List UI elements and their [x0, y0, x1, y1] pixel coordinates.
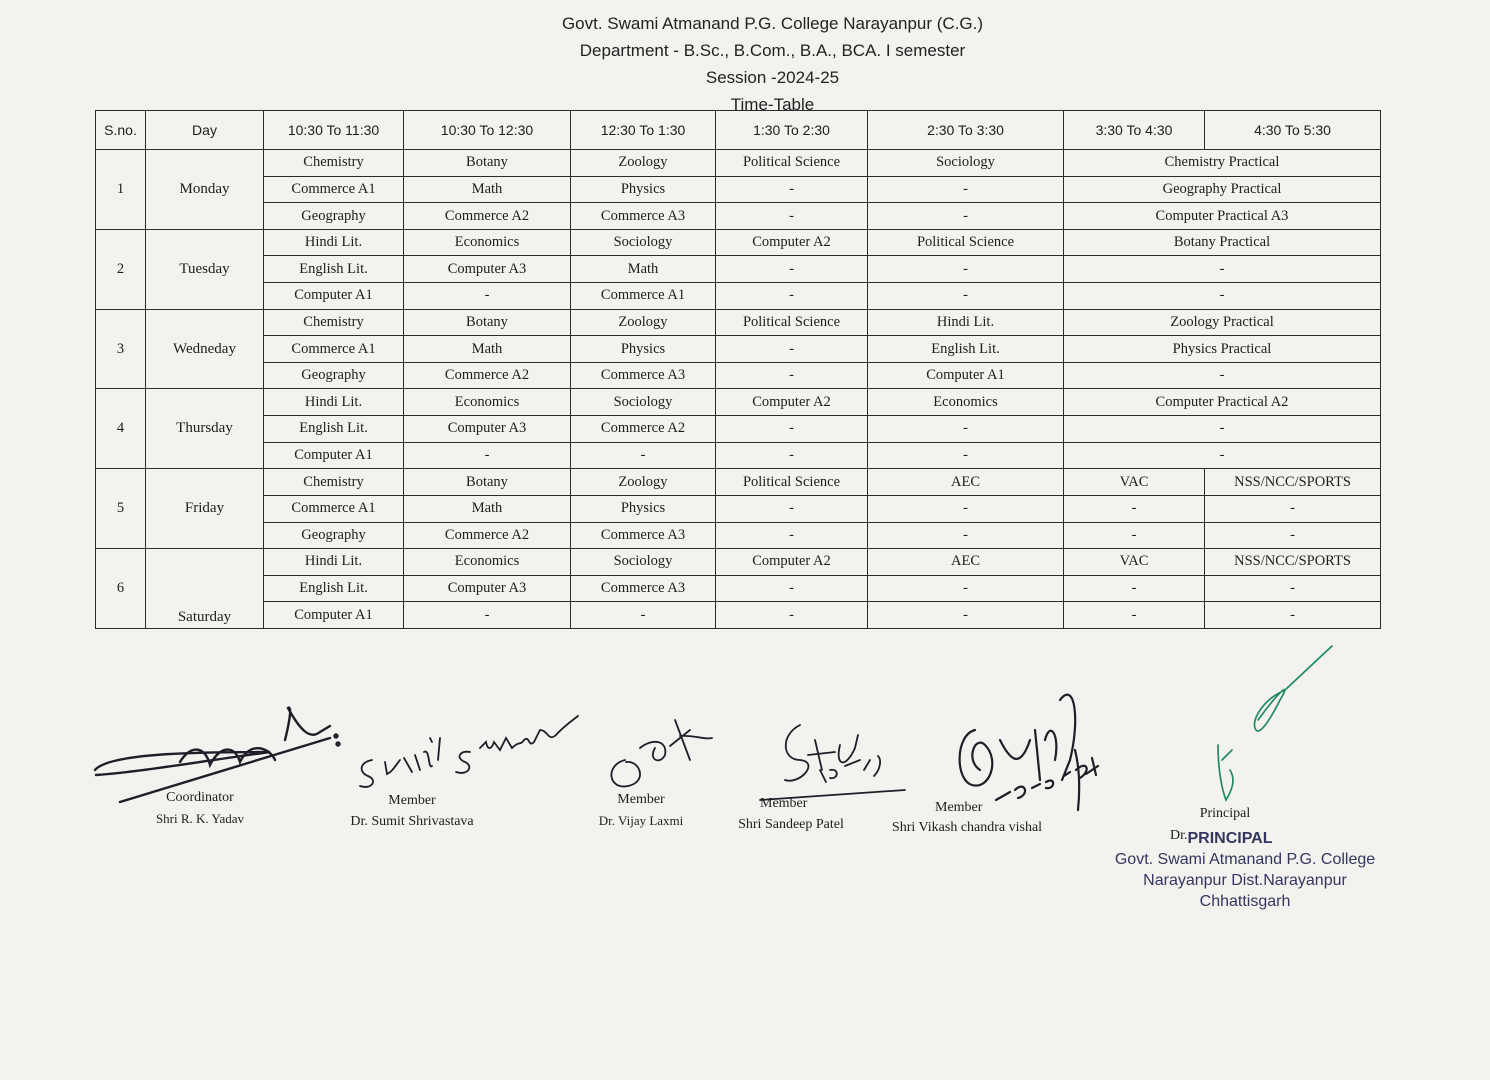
- table-row: [96, 602, 1381, 629]
- member-name: Shri Sandeep Patel: [738, 817, 844, 832]
- coordinator-block: [150, 790, 250, 827]
- table-cell: -: [868, 575, 1064, 602]
- member-signature-1: [360, 716, 578, 787]
- coordinator-signature: [95, 708, 340, 802]
- stamp-title: PRINCIPAL: [1187, 830, 1273, 847]
- table-cell: -: [716, 522, 868, 549]
- table-cell: -: [1064, 575, 1205, 602]
- table-cell: Hindi Lit.: [264, 229, 404, 256]
- table-cell: Commerce A2: [404, 522, 571, 549]
- table-cell: -: [716, 495, 868, 522]
- member-signature-2: [611, 720, 712, 786]
- table-cell: Commerce A2: [571, 416, 716, 443]
- stamp-college: Govt. Swami Atmanand P.G. College: [1114, 851, 1376, 868]
- practical-cell: Botany Practical: [1064, 229, 1381, 256]
- practical-cell: -: [1064, 362, 1381, 389]
- table-cell: -: [1064, 495, 1205, 522]
- table-cell: -: [716, 442, 868, 469]
- sno-cell: 1: [96, 150, 146, 230]
- table-cell: -: [1205, 522, 1381, 549]
- table-cell: Commerce A2: [404, 362, 571, 389]
- table-cell: Computer A3: [404, 416, 571, 443]
- practical-cell: Computer Practical A3: [1064, 203, 1381, 230]
- table-row: [96, 522, 1381, 549]
- practical-cell: Geography Practical: [1064, 176, 1381, 203]
- table-cell: VAC: [1064, 469, 1205, 496]
- practical-cell: -: [1064, 283, 1381, 310]
- day-cell: Wedneday: [146, 309, 264, 389]
- table-row: [96, 495, 1381, 522]
- header-cell: 4:30 To 5:30: [1205, 111, 1381, 150]
- table-cell: -: [868, 442, 1064, 469]
- table-cell: Political Science: [868, 229, 1064, 256]
- document-title: Time-Table: [730, 95, 815, 114]
- table-cell: -: [1205, 602, 1381, 629]
- table-cell: -: [404, 442, 571, 469]
- header-cell: 10:30 To 12:30: [404, 111, 571, 150]
- table-cell: Commerce A1: [264, 495, 404, 522]
- table-cell: Commerce A3: [571, 203, 716, 230]
- table-row: [96, 309, 1381, 336]
- table-row: [96, 362, 1381, 389]
- table-cell: -: [868, 416, 1064, 443]
- table-cell: Computer A1: [868, 362, 1064, 389]
- table-cell: -: [868, 203, 1064, 230]
- document-header: [0, 10, 1490, 118]
- sno-cell: 4: [96, 389, 146, 469]
- practical-cell: Physics Practical: [1064, 336, 1381, 363]
- table-cell: NSS/NCC/SPORTS: [1205, 549, 1381, 576]
- principal-name: Dr.: [1170, 828, 1188, 843]
- header-cell: 12:30 To 1:30: [571, 111, 716, 150]
- stamp-district: Narayanpur Dist.Narayanpur: [1143, 872, 1347, 889]
- table-cell: Geography: [264, 362, 404, 389]
- table-row: [96, 176, 1381, 203]
- header-cell: Day: [146, 111, 264, 150]
- table-cell: -: [716, 176, 868, 203]
- table-cell: VAC: [1064, 549, 1205, 576]
- table-row: [96, 203, 1381, 230]
- table-cell: -: [571, 442, 716, 469]
- table-cell: Economics: [868, 389, 1064, 416]
- table-cell: Math: [571, 256, 716, 283]
- table-cell: Chemistry: [264, 309, 404, 336]
- table-cell: -: [716, 416, 868, 443]
- table-cell: Math: [404, 336, 571, 363]
- department-line: Department - B.Sc., B.Com., B.A., BCA. I semester: [579, 41, 966, 60]
- principal-role: Principal: [1199, 806, 1251, 821]
- member-name: Dr. Sumit Shrivastava: [350, 814, 474, 829]
- table-cell: -: [868, 602, 1064, 629]
- stamp-state: Chhattisgarh: [1199, 893, 1291, 910]
- timetable: [95, 110, 1381, 629]
- table-cell: Sociology: [571, 549, 716, 576]
- table-cell: -: [1205, 575, 1381, 602]
- header-cell: 10:30 To 11:30: [264, 111, 404, 150]
- table-cell: Physics: [571, 336, 716, 363]
- table-cell: Commerce A1: [264, 176, 404, 203]
- header-cell: S.no.: [96, 111, 146, 150]
- header-row: [96, 111, 1381, 150]
- member-name: Dr. Vijay Laxmi: [598, 813, 684, 828]
- table-cell: English Lit.: [264, 416, 404, 443]
- table-cell: -: [404, 283, 571, 310]
- table-cell: Sociology: [571, 389, 716, 416]
- table-cell: Zoology: [571, 309, 716, 336]
- table-cell: -: [716, 336, 868, 363]
- practical-cell: -: [1064, 442, 1381, 469]
- table-cell: Computer A3: [404, 256, 571, 283]
- member-role: Member: [617, 792, 665, 807]
- table-cell: Political Science: [716, 469, 868, 496]
- member-signature-4: [960, 695, 1098, 810]
- table-cell: Math: [404, 176, 571, 203]
- sno-cell: 6: [96, 549, 146, 629]
- table-cell: Computer A2: [716, 389, 868, 416]
- table-cell: -: [868, 176, 1064, 203]
- member-block-4: [877, 800, 1057, 836]
- table-cell: NSS/NCC/SPORTS: [1205, 469, 1381, 496]
- table-cell: -: [404, 602, 571, 629]
- table-cell: Computer A1: [264, 283, 404, 310]
- table-row: [96, 416, 1381, 443]
- table-cell: Math: [404, 495, 571, 522]
- table-row: [96, 469, 1381, 496]
- table-cell: Hindi Lit.: [264, 549, 404, 576]
- day-cell: Monday: [146, 150, 264, 230]
- table-cell: Commerce A3: [571, 575, 716, 602]
- table-cell: -: [716, 575, 868, 602]
- college-name: Govt. Swami Atmanand P.G. College Narayanpur (C.G.): [561, 14, 984, 33]
- table-cell: Hindi Lit.: [264, 389, 404, 416]
- table-cell: Political Science: [716, 150, 868, 177]
- day-cell: Friday: [146, 469, 264, 549]
- table-cell: English Lit.: [264, 256, 404, 283]
- table-cell: Botany: [404, 309, 571, 336]
- table-cell: -: [868, 522, 1064, 549]
- table-cell: -: [716, 256, 868, 283]
- table-cell: Sociology: [571, 229, 716, 256]
- member-signature-3: [760, 725, 905, 800]
- member-block-1: [332, 793, 492, 830]
- table-cell: Commerce A1: [571, 283, 716, 310]
- header-cell: 2:30 To 3:30: [868, 111, 1064, 150]
- table-cell: Computer A2: [716, 549, 868, 576]
- practical-cell: -: [1064, 256, 1381, 283]
- table-cell: Geography: [264, 203, 404, 230]
- table-row: [96, 336, 1381, 363]
- table-cell: Computer A3: [404, 575, 571, 602]
- table-cell: Economics: [404, 549, 571, 576]
- table-row: [96, 256, 1381, 283]
- header-cell: 3:30 To 4:30: [1064, 111, 1205, 150]
- table-cell: Economics: [404, 389, 571, 416]
- table-cell: Commerce A3: [571, 522, 716, 549]
- table-cell: -: [1064, 522, 1205, 549]
- table-cell: Geography: [264, 522, 404, 549]
- table-cell: Commerce A3: [571, 362, 716, 389]
- table-row: [96, 150, 1381, 177]
- table-cell: Economics: [404, 229, 571, 256]
- table-cell: AEC: [868, 469, 1064, 496]
- table-cell: -: [868, 256, 1064, 283]
- table-cell: Computer A1: [264, 442, 404, 469]
- table-cell: Computer A2: [716, 229, 868, 256]
- table-cell: -: [571, 602, 716, 629]
- table-cell: Commerce A2: [404, 203, 571, 230]
- practical-cell: Zoology Practical: [1064, 309, 1381, 336]
- member-name: Shri Vikash chandra vishal: [891, 820, 1043, 835]
- table-cell: Zoology: [571, 469, 716, 496]
- table-cell: English Lit.: [264, 575, 404, 602]
- table-cell: AEC: [868, 549, 1064, 576]
- table-cell: Physics: [571, 176, 716, 203]
- table-cell: Botany: [404, 150, 571, 177]
- table-cell: -: [716, 602, 868, 629]
- table-cell: Chemistry: [264, 469, 404, 496]
- table-cell: -: [716, 362, 868, 389]
- table-cell: -: [716, 283, 868, 310]
- table-cell: Botany: [404, 469, 571, 496]
- table-row: [96, 549, 1381, 576]
- table-row: [96, 575, 1381, 602]
- table-cell: Computer A1: [264, 602, 404, 629]
- session-line: Session -2024-25: [705, 68, 840, 87]
- member-block-2: [586, 792, 696, 829]
- member-role: Member: [388, 793, 436, 808]
- sno-cell: 5: [96, 469, 146, 549]
- table-row: [96, 389, 1381, 416]
- practical-cell: -: [1064, 416, 1381, 443]
- table-cell: Physics: [571, 495, 716, 522]
- table-cell: -: [716, 203, 868, 230]
- coordinator-role: Coordinator: [166, 790, 234, 805]
- member-role: Member: [760, 796, 808, 811]
- table-cell: -: [868, 283, 1064, 310]
- table-row: [96, 229, 1381, 256]
- table-cell: Chemistry: [264, 150, 404, 177]
- table-cell: -: [1205, 495, 1381, 522]
- sno-cell: 3: [96, 309, 146, 389]
- table-row: [96, 442, 1381, 469]
- table-cell: Commerce A1: [264, 336, 404, 363]
- table-cell: English Lit.: [868, 336, 1064, 363]
- coordinator-name: Shri R. K. Yadav: [155, 811, 245, 826]
- table-cell: Hindi Lit.: [868, 309, 1064, 336]
- day-cell: Saturday: [146, 549, 264, 629]
- table-row: [96, 283, 1381, 310]
- practical-cell: Chemistry Practical: [1064, 150, 1381, 177]
- member-role: Member: [935, 800, 983, 815]
- sno-cell: 2: [96, 229, 146, 309]
- table-cell: Sociology: [868, 150, 1064, 177]
- table-cell: -: [868, 495, 1064, 522]
- table-cell: -: [1064, 602, 1205, 629]
- principal-signature: [1218, 646, 1332, 800]
- member-block-3: [720, 796, 862, 833]
- day-cell: Tuesday: [146, 229, 264, 309]
- day-cell: Thursday: [146, 389, 264, 469]
- table-cell: Zoology: [571, 150, 716, 177]
- header-cell: 1:30 To 2:30: [716, 111, 868, 150]
- practical-cell: Computer Practical A2: [1064, 389, 1381, 416]
- table-cell: Political Science: [716, 309, 868, 336]
